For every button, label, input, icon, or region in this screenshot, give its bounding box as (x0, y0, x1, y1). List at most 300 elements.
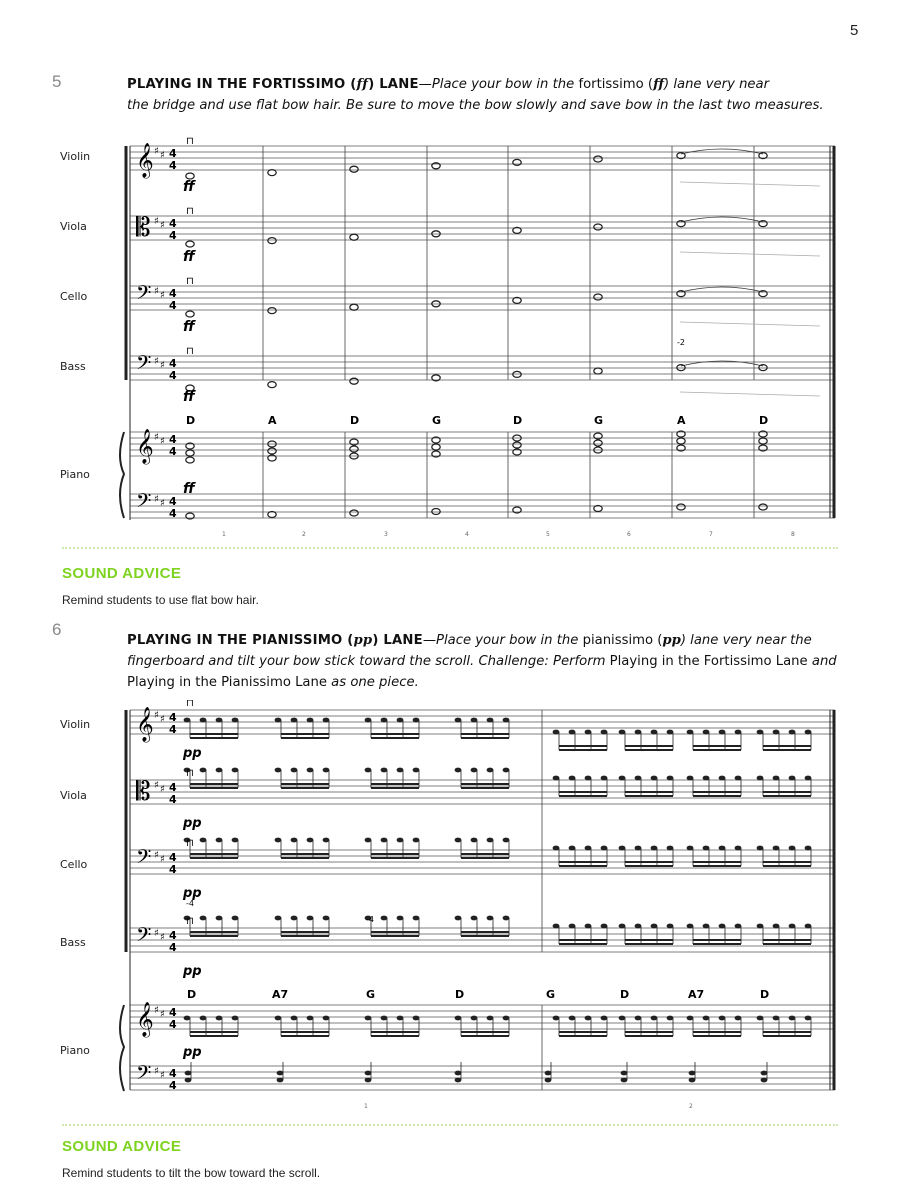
divider (62, 547, 838, 549)
desc-part: —Place your bow in the (418, 77, 579, 92)
note-head (553, 1016, 560, 1021)
note-head (503, 916, 510, 921)
note-head (397, 838, 404, 843)
note-head (185, 1078, 192, 1083)
bow-guide (680, 392, 820, 396)
note-head (397, 768, 404, 773)
note-head (365, 1071, 372, 1076)
note-head (757, 1016, 764, 1021)
note-head (487, 718, 494, 723)
note-head (619, 924, 626, 929)
note-head (503, 838, 510, 843)
whole-note (268, 308, 276, 314)
note-head (569, 776, 576, 781)
desc-term: pianissimo ( (582, 633, 663, 648)
bass-clef: 𝄢 (136, 489, 152, 517)
note-head (200, 838, 207, 843)
note-head (471, 768, 478, 773)
note-head (381, 718, 388, 723)
whole-note (268, 382, 276, 388)
dynamic-marking: pp (183, 964, 202, 979)
note-head (757, 846, 764, 851)
measure-number: 3 (384, 531, 388, 538)
note-head (184, 1016, 191, 1021)
note-head (687, 846, 694, 851)
score-exercise-6 (0, 700, 900, 1120)
time-signature: 4 (169, 723, 177, 736)
dynamic-marking: ff (183, 389, 195, 405)
note-head (545, 1071, 552, 1076)
note-head (703, 846, 710, 851)
chord-symbol: D (620, 988, 630, 1001)
note-head (667, 730, 674, 735)
note-head (805, 846, 812, 851)
sharp-sign: ♯ (154, 710, 159, 721)
time-signature: 4 (169, 433, 177, 446)
dynamic-marking: pp (183, 886, 202, 901)
whole-note (268, 448, 276, 454)
title-dynamic: pp (353, 633, 373, 648)
sharp-sign: ♯ (154, 432, 159, 443)
note-head (569, 730, 576, 735)
note-head (365, 1078, 372, 1083)
note-head (455, 916, 462, 921)
note-head (471, 1016, 478, 1021)
measure-number: 5 (546, 531, 550, 538)
sharp-sign: ♯ (160, 220, 165, 231)
time-signature: 4 (169, 507, 177, 520)
down-bow-mark: ⊓ (186, 916, 194, 927)
dynamic-marking: ff (183, 179, 195, 195)
note-head (365, 718, 372, 723)
dynamic-marking: ff (183, 319, 195, 335)
chord-symbol: A (268, 414, 277, 427)
note-head (585, 924, 592, 929)
desc-line2: fingerboard and tilt your bow stick toward the scroll. Challenge: Perform (127, 654, 610, 669)
treble-clef: 𝄞 (136, 1002, 154, 1037)
time-signature: 4 (169, 781, 177, 794)
note-head (291, 1016, 298, 1021)
whole-note (350, 378, 358, 384)
whole-note (594, 368, 602, 374)
note-head (805, 776, 812, 781)
desc-part: as one piece. (326, 675, 419, 690)
measure-number: 4 (465, 531, 469, 538)
title-bold-end: ) LANE (368, 77, 419, 92)
sharp-sign: ♯ (160, 1070, 165, 1081)
note-head (275, 718, 282, 723)
bow-guide (680, 182, 820, 186)
instrument-label: Viola (60, 220, 87, 233)
down-bow-mark: ⊓ (186, 276, 194, 287)
piano-brace (120, 432, 124, 518)
time-signature: 4 (169, 1006, 177, 1019)
note-head (323, 1016, 330, 1021)
note-head (805, 730, 812, 735)
note-head (413, 1016, 420, 1021)
sharp-sign: ♯ (154, 286, 159, 297)
note-head (323, 838, 330, 843)
measure-number: 2 (302, 531, 306, 538)
whole-note (350, 446, 358, 452)
note-head (789, 846, 796, 851)
bow-guide (680, 252, 820, 256)
note-head (703, 730, 710, 735)
note-head (735, 846, 742, 851)
note-head (635, 776, 642, 781)
note-head (569, 846, 576, 851)
note-head (200, 718, 207, 723)
note-head (487, 1016, 494, 1021)
exercise-6-title (127, 630, 887, 693)
note-head (667, 776, 674, 781)
measure-number: 1 (364, 1103, 368, 1110)
desc-dynamic: pp (662, 633, 681, 648)
note-head (307, 916, 314, 921)
note-head (601, 846, 608, 851)
note-head (381, 838, 388, 843)
sharp-sign: ♯ (160, 932, 165, 943)
whole-note (186, 311, 194, 317)
time-signature: 4 (169, 299, 177, 312)
time-signature: 4 (169, 941, 177, 954)
whole-note (186, 241, 194, 247)
note-head (619, 846, 626, 851)
note-head (687, 924, 694, 929)
note-head (487, 916, 494, 921)
note-head (200, 1016, 207, 1021)
bass-clef: 𝄢 (136, 923, 152, 951)
whole-note (759, 438, 767, 444)
note-head (216, 916, 223, 921)
note-head (553, 730, 560, 735)
time-signature: 4 (169, 793, 177, 806)
note-head (471, 838, 478, 843)
dynamic-marking: pp (183, 816, 202, 831)
whole-note (186, 457, 194, 463)
note-head (487, 838, 494, 843)
sharp-sign: ♯ (154, 216, 159, 227)
whole-note (186, 450, 194, 456)
instrument-label: Cello (60, 858, 88, 871)
piano-brace (120, 1005, 124, 1091)
note-head (471, 718, 478, 723)
whole-note (677, 504, 685, 510)
instrument-label: Violin (60, 718, 91, 731)
note-head (455, 838, 462, 843)
note-head (735, 730, 742, 735)
note-head (789, 1016, 796, 1021)
sharp-sign: ♯ (160, 784, 165, 795)
note-head (773, 846, 780, 851)
time-signature: 4 (169, 495, 177, 508)
chord-symbol: A7 (272, 988, 289, 1001)
measure-number: 7 (709, 531, 713, 538)
whole-note (268, 238, 276, 244)
note-head (455, 768, 462, 773)
desc-part: —Place your bow in the (422, 633, 583, 648)
note-head (703, 1016, 710, 1021)
chord-symbol: D (186, 414, 196, 427)
note-head (651, 846, 658, 851)
exercise-number: 6 (52, 620, 62, 639)
chord-symbol: D (187, 988, 197, 1001)
chord-symbol: G (366, 988, 376, 1001)
note-head (216, 768, 223, 773)
desc-part: ) lane very near the (680, 633, 812, 648)
time-signature: 4 (169, 229, 177, 242)
chord-symbol: D (350, 414, 360, 427)
note-head (789, 776, 796, 781)
note-head (635, 924, 642, 929)
note-head (621, 1071, 628, 1076)
note-head (216, 718, 223, 723)
fingering-number: -4 (366, 915, 374, 924)
note-head (651, 924, 658, 929)
note-head (455, 718, 462, 723)
note-head (471, 916, 478, 921)
note-head (789, 730, 796, 735)
note-head (232, 768, 239, 773)
whole-note (350, 234, 358, 240)
sharp-sign: ♯ (154, 1066, 159, 1077)
dynamic-marking: pp (183, 746, 202, 761)
whole-note (432, 509, 440, 515)
note-head (455, 1078, 462, 1083)
whole-note (350, 304, 358, 310)
note-head (503, 768, 510, 773)
sharp-sign: ♯ (154, 928, 159, 939)
note-head (635, 846, 642, 851)
note-head (735, 924, 742, 929)
tie (681, 287, 763, 292)
treble-clef: 𝄞 (136, 143, 154, 178)
note-head (553, 776, 560, 781)
note-head (397, 718, 404, 723)
sound-advice-text: Remind students to use flat bow hair. (62, 593, 259, 607)
note-head (621, 1078, 628, 1083)
chord-symbol: G (432, 414, 442, 427)
instrument-label: Cello (60, 290, 88, 303)
note-head (291, 768, 298, 773)
sharp-sign: ♯ (160, 714, 165, 725)
note-head (585, 846, 592, 851)
sharp-sign: ♯ (160, 854, 165, 865)
note-head (635, 730, 642, 735)
chord-symbol: D (759, 414, 769, 427)
note-head (687, 730, 694, 735)
bass-clef: 𝄢 (136, 281, 152, 309)
bass-clef: 𝄢 (136, 1061, 152, 1089)
note-head (651, 776, 658, 781)
time-signature: 4 (169, 863, 177, 876)
title-dynamic: ff (356, 77, 369, 92)
note-head (553, 846, 560, 851)
note-head (307, 718, 314, 723)
note-head (553, 924, 560, 929)
time-signature: 4 (169, 357, 177, 370)
sharp-sign: ♯ (160, 360, 165, 371)
whole-note (513, 159, 521, 165)
sharp-sign: ♯ (160, 498, 165, 509)
note-head (735, 776, 742, 781)
sharp-sign: ♯ (154, 850, 159, 861)
note-head (773, 1016, 780, 1021)
bow-guide (680, 322, 820, 326)
note-head (307, 768, 314, 773)
note-head (413, 768, 420, 773)
measure-number: 1 (222, 531, 226, 538)
note-head (569, 924, 576, 929)
note-head (184, 718, 191, 723)
down-bow-mark: ⊓ (186, 838, 194, 849)
note-head (585, 730, 592, 735)
whole-note (350, 166, 358, 172)
note-head (601, 776, 608, 781)
note-head (667, 846, 674, 851)
note-head (585, 776, 592, 781)
down-bow-mark: ⊓ (186, 700, 194, 709)
instrument-label: Piano (60, 1044, 90, 1057)
note-head (232, 718, 239, 723)
chord-symbol: A (677, 414, 686, 427)
note-head (413, 718, 420, 723)
note-head (413, 916, 420, 921)
note-head (381, 916, 388, 921)
note-head (545, 1078, 552, 1083)
fingering-number: -2 (677, 338, 685, 347)
sharp-sign: ♯ (160, 436, 165, 447)
title-bold-end: ) LANE (372, 633, 423, 648)
note-head (365, 768, 372, 773)
note-head (291, 916, 298, 921)
note-head (735, 1016, 742, 1021)
sharp-sign: ♯ (154, 780, 159, 791)
piece-title: Playing in the Fortissimo Lane (609, 654, 808, 669)
sharp-sign: ♯ (154, 494, 159, 505)
sharp-sign: ♯ (160, 1009, 165, 1020)
time-signature: 4 (169, 1079, 177, 1092)
desc-part: ) lane very near (663, 77, 770, 92)
note-head (719, 1016, 726, 1021)
note-head (365, 838, 372, 843)
note-head (601, 730, 608, 735)
score-exercise-5 (0, 130, 900, 540)
sharp-sign: ♯ (160, 290, 165, 301)
instrument-label: Violin (60, 150, 91, 163)
dynamic-marking: ff (183, 249, 195, 265)
chord-symbol: A7 (688, 988, 705, 1001)
note-head (323, 916, 330, 921)
note-head (805, 924, 812, 929)
note-head (277, 1078, 284, 1083)
alto-clef: 𝄡 (136, 213, 151, 243)
chord-symbol: D (760, 988, 770, 1001)
time-signature: 4 (169, 711, 177, 724)
note-head (413, 838, 420, 843)
note-head (773, 924, 780, 929)
note-head (719, 730, 726, 735)
treble-clef: 𝄞 (136, 707, 154, 742)
note-head (619, 730, 626, 735)
whole-note (677, 438, 685, 444)
sound-advice-heading: SOUND ADVICE (62, 1138, 182, 1155)
note-head (719, 776, 726, 781)
note-head (397, 916, 404, 921)
time-signature: 4 (169, 1018, 177, 1031)
note-head (667, 924, 674, 929)
desc-part: and (807, 654, 837, 669)
tie (681, 217, 763, 222)
note-head (689, 1078, 696, 1083)
bass-clef: 𝄢 (136, 351, 152, 379)
fingering-number: -4 (186, 899, 194, 908)
sound-advice-heading: SOUND ADVICE (62, 565, 182, 582)
note-head (719, 924, 726, 929)
note-head (487, 768, 494, 773)
note-head (200, 768, 207, 773)
divider (62, 1124, 838, 1126)
note-head (275, 768, 282, 773)
title-bold: PLAYING IN THE PIANISSIMO ( (127, 633, 354, 648)
time-signature: 4 (169, 147, 177, 160)
note-head (323, 768, 330, 773)
chord-symbol: D (455, 988, 465, 1001)
time-signature: 4 (169, 1067, 177, 1080)
treble-clef: 𝄞 (136, 429, 154, 464)
note-head (291, 838, 298, 843)
note-head (635, 1016, 642, 1021)
note-head (651, 730, 658, 735)
note-head (619, 1016, 626, 1021)
note-head (275, 916, 282, 921)
whole-note (432, 444, 440, 450)
instrument-label: Piano (60, 468, 90, 481)
note-head (805, 1016, 812, 1021)
note-head (757, 776, 764, 781)
tie (681, 149, 763, 154)
note-head (689, 1071, 696, 1076)
note-head (455, 1016, 462, 1021)
whole-note (268, 170, 276, 176)
time-signature: 4 (169, 929, 177, 942)
exercise-5-title (127, 74, 887, 116)
note-head (687, 1016, 694, 1021)
note-head (216, 838, 223, 843)
note-head (381, 768, 388, 773)
note-head (619, 776, 626, 781)
note-head (585, 1016, 592, 1021)
note-head (455, 1071, 462, 1076)
whole-note (759, 504, 767, 510)
whole-note (594, 440, 602, 446)
note-head (651, 1016, 658, 1021)
note-head (773, 776, 780, 781)
piece-title: Playing in the Pianissimo Lane (127, 675, 327, 690)
sharp-sign: ♯ (160, 150, 165, 161)
exercise-number: 5 (52, 72, 62, 91)
dynamic-marking: pp (183, 1045, 202, 1060)
note-head (687, 776, 694, 781)
chord-symbol: G (546, 988, 556, 1001)
page-number: 5 (850, 22, 859, 39)
measure-number: 2 (689, 1103, 693, 1110)
note-head (761, 1078, 768, 1083)
note-head (601, 924, 608, 929)
instrument-label: Bass (60, 360, 86, 373)
desc-line2: the bridge and use flat bow hair. Be sure to move the bow slowly and save bow in the last two measures. (127, 98, 824, 113)
sound-advice-text: Remind students to tilt the bow toward the scroll. (62, 1166, 321, 1180)
